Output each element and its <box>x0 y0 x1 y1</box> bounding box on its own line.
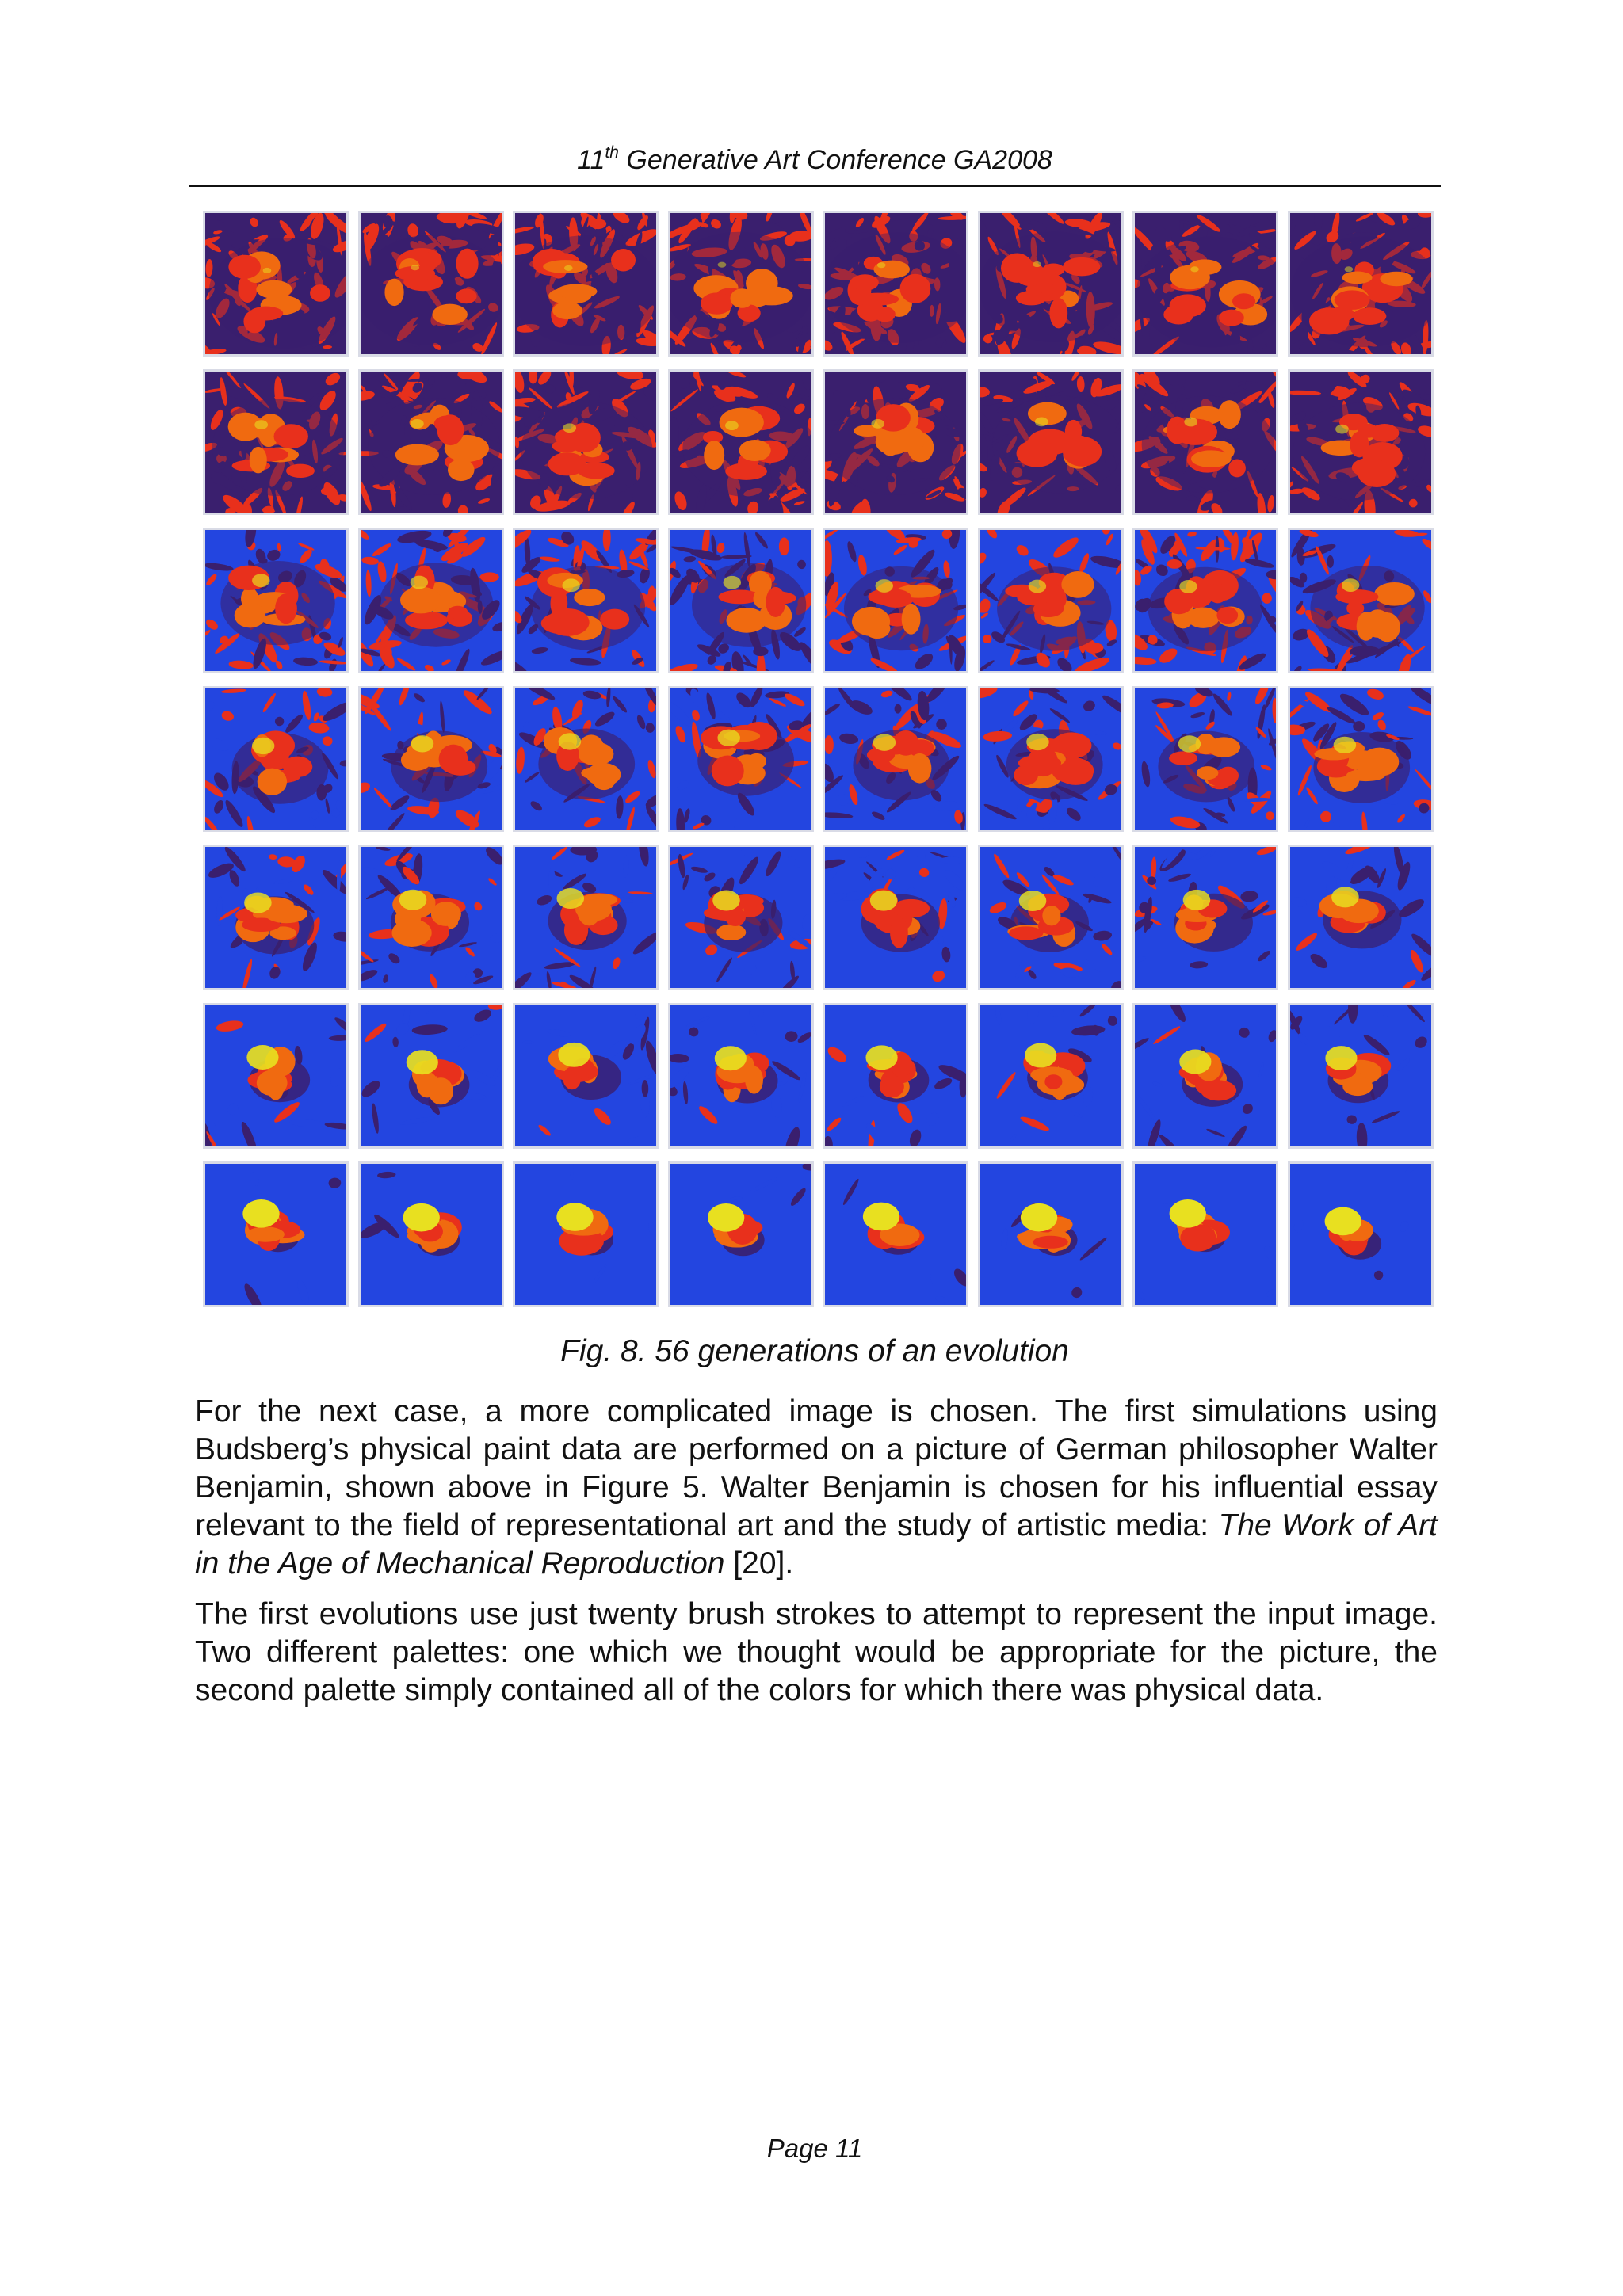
generation-tile <box>978 1161 1124 1307</box>
generation-tile <box>203 686 349 832</box>
generation-tile <box>668 845 814 990</box>
generation-tile <box>513 686 659 832</box>
generation-tile <box>978 369 1124 515</box>
generation-tile <box>1132 1161 1278 1307</box>
generation-tile <box>358 686 504 832</box>
generation-tile <box>1288 1161 1434 1307</box>
generation-tile <box>203 845 349 990</box>
generation-tile <box>358 528 504 673</box>
generation-tile <box>513 369 659 515</box>
generation-tile <box>1288 1003 1434 1149</box>
generation-tile <box>358 211 504 357</box>
generation-tile <box>823 369 968 515</box>
generation-tile <box>513 845 659 990</box>
generation-tile <box>203 211 349 357</box>
generation-tile <box>668 1003 814 1149</box>
generation-tile <box>1288 369 1434 515</box>
generation-tile <box>978 1003 1124 1149</box>
generation-tile <box>203 1161 349 1307</box>
running-header <box>189 144 1441 176</box>
generation-tile <box>823 845 968 990</box>
header-title: Generative Art Conference GA2008 <box>618 145 1052 175</box>
generation-tile <box>1132 369 1278 515</box>
generation-tile <box>1288 686 1434 832</box>
generation-tile <box>203 528 349 673</box>
generation-tile <box>668 528 814 673</box>
generation-tile <box>668 369 814 515</box>
generation-tile <box>513 528 659 673</box>
generation-tile <box>668 211 814 357</box>
generation-tile <box>513 1161 659 1307</box>
generation-tile <box>823 686 968 832</box>
generation-tile <box>668 686 814 832</box>
generation-tile <box>1132 528 1278 673</box>
generation-tile <box>203 1003 349 1149</box>
generation-tile <box>823 528 968 673</box>
generation-tile <box>823 211 968 357</box>
paragraph-1-text: For the next case, a more complicated image is chosen. The first simulations using Budsberg’s physical paint data are performed on a picture of German philosopher Walter Benjamin, shown above in Figure 5. Walter Benjamin is chosen for his influential essay relevant to the field of representational art and the study of artistic media: <box>195 1394 1438 1543</box>
generation-tile <box>1132 845 1278 990</box>
paragraph-1 <box>195 1393 1438 1583</box>
generation-tile <box>823 1161 968 1307</box>
generation-tile <box>513 211 659 357</box>
generation-tile <box>1132 686 1278 832</box>
evolution-figure-grid <box>203 211 1433 1312</box>
generation-tile <box>823 1003 968 1149</box>
generation-tile <box>358 1003 504 1149</box>
generation-tile <box>358 369 504 515</box>
header-rule <box>189 185 1441 187</box>
generation-tile <box>978 845 1124 990</box>
generation-tile <box>513 1003 659 1149</box>
generation-tile <box>358 1161 504 1307</box>
generation-tile <box>1132 211 1278 357</box>
generation-tile <box>978 211 1124 357</box>
generation-tile <box>1288 211 1434 357</box>
header-ordinal: 11 <box>577 145 605 175</box>
generation-tile <box>1288 845 1434 990</box>
generation-tile <box>1132 1003 1278 1149</box>
generation-tile <box>668 1161 814 1307</box>
generation-tile <box>1288 528 1434 673</box>
paragraph-1-title-italic: The Work of Art in the Age of Mechanical Reproduction <box>195 1508 1438 1581</box>
generation-tile <box>978 686 1124 832</box>
paragraph-1-reference: [20]. <box>724 1547 794 1581</box>
generation-tile <box>203 369 349 515</box>
paragraph-2: The first evolutions use just twenty brush strokes to attempt to represent the input image. Two different palettes: one which we thought would be appropriate for the picture, the second palette simply contained all of the colors for which there was physical data. <box>195 1597 1438 1707</box>
header-superscript: th <box>605 143 619 162</box>
figure-caption: Fig. 8. 56 generations of an evolution <box>560 1334 1069 1368</box>
generation-tile <box>978 528 1124 673</box>
generation-tile <box>358 845 504 990</box>
page-number: Page 11 <box>766 2134 863 2163</box>
